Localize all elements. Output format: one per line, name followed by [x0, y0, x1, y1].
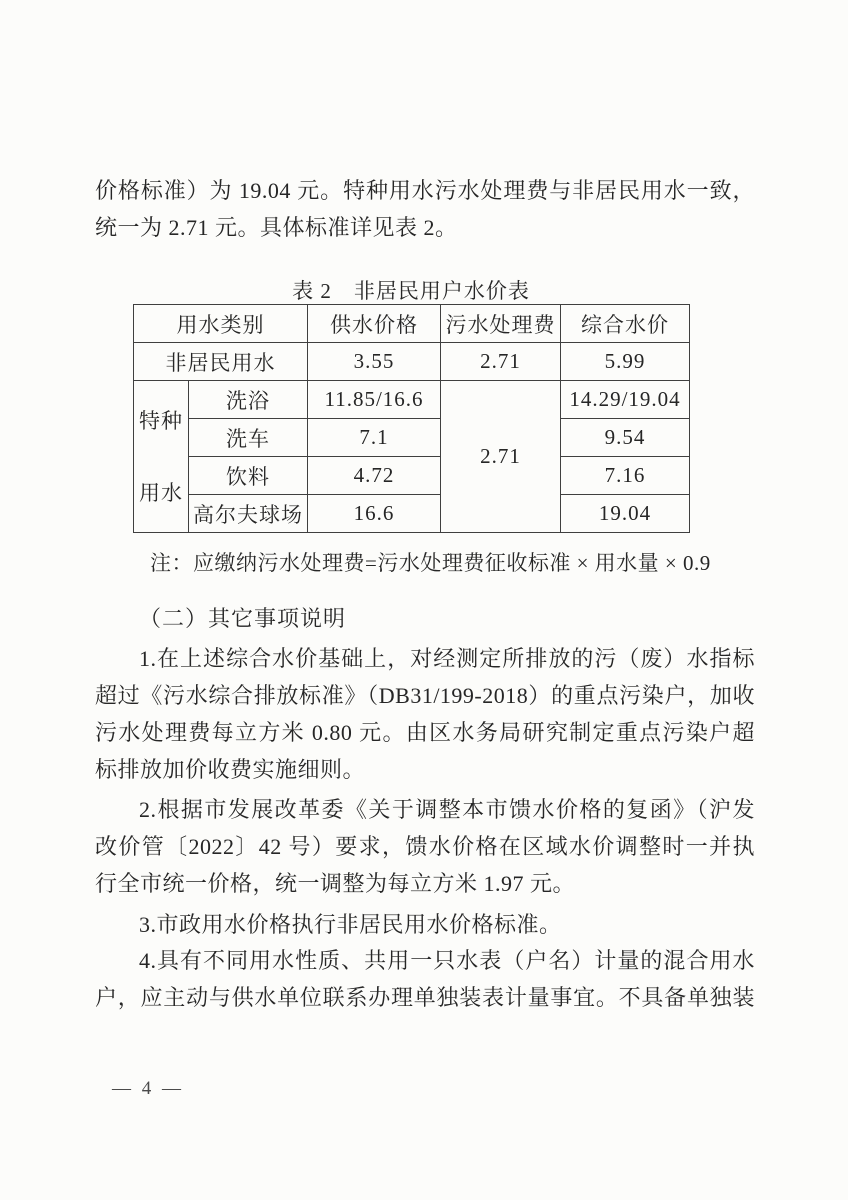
table-header-row [134, 305, 690, 343]
cell-bathing-supply: 11.85/16.6 [308, 381, 441, 419]
table-row [134, 343, 690, 381]
intro-line: 价格标准）为 19.04 元。特种用水污水处理费与非居民用水一致， [95, 178, 755, 203]
column-header-sewage-fee: 污水处理费 [441, 305, 561, 343]
cell-golf-supply: 16.6 [308, 495, 441, 533]
page-number: — 4 — [112, 1078, 184, 1099]
paragraph-line: 2.根据市发展改革委《关于调整本市馈水价格的复函》（沪发 [139, 797, 755, 822]
intro-line: 统一为 2.71 元。具体标准详见表 2。 [95, 215, 458, 240]
paragraph-line: 超过《污水综合排放标准》（DB31/199-2018）的重点污染户，加收 [95, 683, 755, 708]
cell-golf-composite: 19.04 [561, 495, 690, 533]
cell-bathing-label: 洗浴 [189, 381, 308, 419]
table-note: 注：应缴纳污水处理费=污水处理费征收标准 × 用水量 × 0.9 [150, 551, 711, 575]
cell-carwash-supply: 7.1 [308, 419, 441, 457]
table-row [134, 457, 690, 495]
cell-special-sewage: 2.71 [441, 381, 561, 533]
intro-paragraph [95, 172, 755, 246]
cell-beverage-supply: 4.72 [308, 457, 441, 495]
cell-special-use-label: 特种用水 [134, 381, 189, 533]
cell-carwash-label: 洗车 [189, 419, 308, 457]
table-row [134, 419, 690, 457]
paragraph-line: 改价管〔2022〕42 号）要求，馈水价格在区域水价调整时一并执 [95, 834, 755, 859]
paragraph-3 [95, 906, 755, 943]
paragraph-2 [95, 791, 755, 902]
paragraph-line: 4.具有不同用水性质、共用一只水表（户名）计量的混合用水 [139, 948, 755, 973]
table-2-title: 表 2 非居民用户水价表 [292, 279, 530, 303]
section-heading: （二）其它事项说明 [139, 606, 347, 631]
paragraph-line: 行全市统一价格，统一调整为每立方米 1.97 元。 [95, 871, 576, 896]
paragraph-1 [95, 640, 755, 788]
column-header-supply-price: 供水价格 [308, 305, 441, 343]
cell-non-resident-supply: 3.55 [308, 343, 441, 381]
paragraph-line: 3.市政用水价格执行非居民用水价格标准。 [139, 912, 562, 937]
water-price-table [133, 304, 690, 533]
cell-bathing-composite: 14.29/19.04 [561, 381, 690, 419]
cell-golf-label: 高尔夫球场 [189, 495, 308, 533]
paragraph-line: 户，应主动与供水单位联系办理单独装表计量事宜。不具备单独装 [95, 985, 755, 1010]
cell-non-resident-label: 非居民用水 [134, 343, 308, 381]
table-row [134, 381, 690, 419]
paragraph-line: 1.在上述综合水价基础上，对经测定所排放的污（废）水指标 [139, 646, 755, 671]
paragraph-line: 标排放加价收费实施细则。 [95, 757, 366, 782]
cell-carwash-composite: 9.54 [561, 419, 690, 457]
paragraph-line: 污水处理费每立方米 0.80 元。由区水务局研究制定重点污染户超 [95, 720, 755, 745]
cell-beverage-composite: 7.16 [561, 457, 690, 495]
column-header-composite-price: 综合水价 [561, 305, 690, 343]
cell-beverage-label: 饮料 [189, 457, 308, 495]
cell-non-resident-sewage: 2.71 [441, 343, 561, 381]
cell-non-resident-composite: 5.99 [561, 343, 690, 381]
paragraph-4 [95, 942, 755, 1016]
column-header-category: 用水类别 [134, 305, 308, 343]
table-row [134, 495, 690, 533]
